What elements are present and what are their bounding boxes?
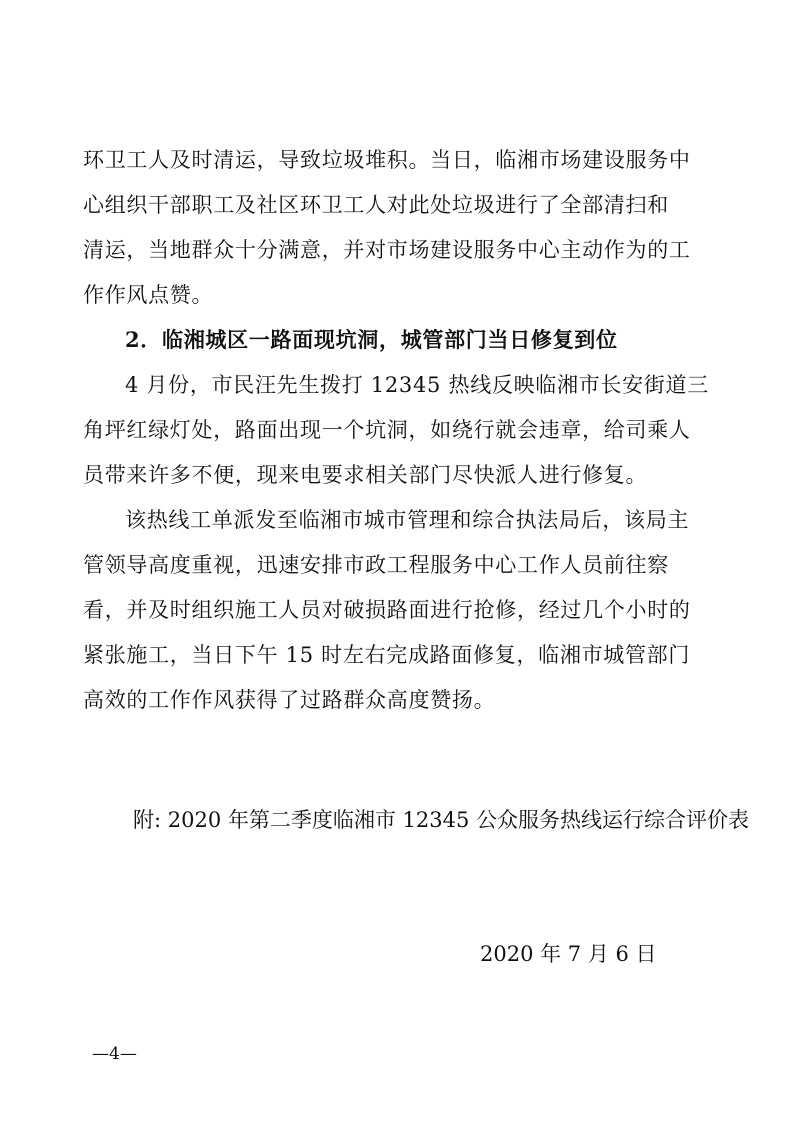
paragraph-2-line-1: 4 月份，市民汪先生拨打 12345 热线反映临湘市长安街道三 [125,373,709,397]
paragraph-3-line-3: 看，并及时组织施工人员对破损路面进行抢修，经过几个小时的 [83,598,691,622]
paragraph-3-line-2: 管领导高度重视，迅速安排市政工程服务中心工作人员前往察 [83,553,669,577]
paragraph-3-line-1: 该热线工单派发至临湘市城市管理和综合执法局后，该局主 [125,508,690,532]
page-number: —4— [92,1044,137,1064]
paragraph-1-line-2: 心组织干部职工及社区环卫工人对此处垃圾进行了全部清扫和 [83,193,669,217]
paragraph-1-line-1: 环卫工人及时清运，导致垃圾堆积。当日，临湘市场建设服务中 [83,148,691,172]
paragraph-1-line-3: 清运，当地群众十分满意，并对市场建设服务中心主动作为的工 [83,238,691,262]
attachment-note: 附: 2020 年第二季度临湘市 12345 公众服务热线运行综合评价表 [133,808,750,832]
section-heading: 2．临湘城区一路面现坑洞，城管部门当日修复到位 [125,327,618,352]
paragraph-2-line-2: 角坪红绿灯处，路面出现一个坑洞，如绕行就会违章，给司乘人 [83,418,691,442]
paragraph-1-line-4: 作作风点赞。 [83,283,214,307]
paragraph-2-line-3: 员带来许多不便，现来电要求相关部门尽快派人进行修复。 [83,463,648,487]
paragraph-3-line-5: 高效的工作作风获得了过路群众高度赞扬。 [83,688,496,712]
document-date: 2020 年 7 月 6 日 [480,942,657,966]
paragraph-3-line-4: 紧张施工，当日下午 15 时左右完成路面修复，临湘市城管部门 [83,643,691,667]
